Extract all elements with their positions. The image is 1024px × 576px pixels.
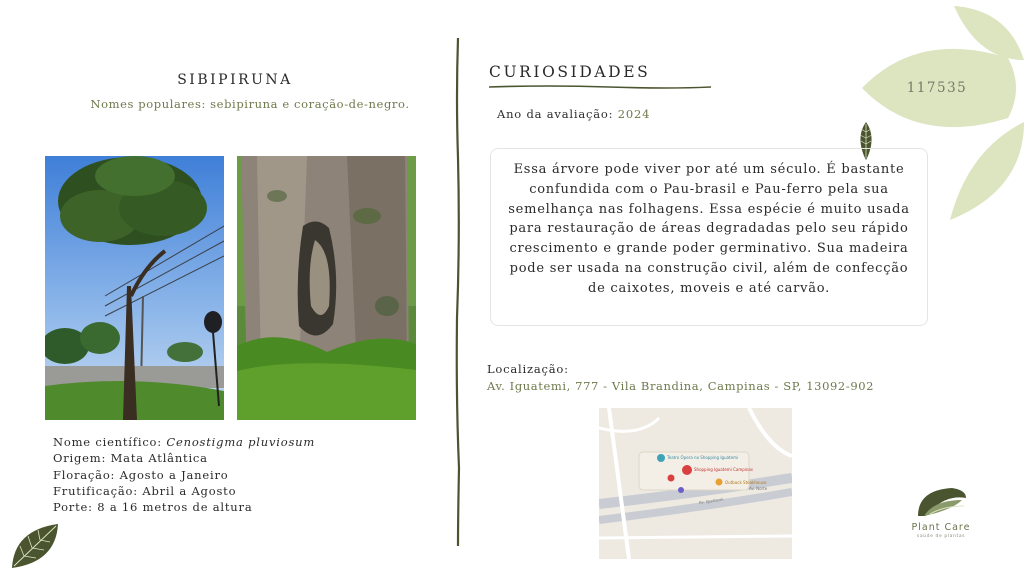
map-poi-2: Shopping Iguatemi Campinas [694,467,753,472]
map-pin-icon [682,465,692,475]
leaf-icon [10,522,62,570]
plant-title: SIBIPIRUNA [177,72,293,88]
scientific-name-row [53,434,315,450]
record-id: 117535 [906,80,968,96]
map-pin-icon [657,454,665,462]
curiosities-title: CURIOSIDADES [489,63,651,81]
plant-facts [53,434,315,515]
column-divider [453,38,463,546]
plant-care-logo [900,484,982,544]
size-row: Porte: 8 a 16 metros de altura [53,500,253,515]
scientific-name-label: Nome científico: [53,435,167,449]
plant-care-logo-icon [900,484,982,520]
origin-row: Origem: Mata Atlântica [53,451,208,466]
location-address[interactable]: Av. Iguatemi, 777 - Vila Brandina, Campinas - SP, 13092-902 [487,379,875,393]
title-underline [489,83,711,91]
map-pin-icon [678,487,684,493]
brand-tagline: saúde de plantas [916,534,966,539]
evaluation-year [497,107,650,121]
curiosities-description: Essa árvore pode viver por até um século. É bastante confundida com o Pau-brasil e Pau-ferro pela sua semelhança nas folhagens. Essa espécie é muito usada para restauração de áreas degradadas pelo seu rápido crescimento e grande poder germinativo. Sua madeira pode ser usada na construção civil, além de confecção de caixotes, moveis e até carvão. [490,148,928,326]
year-value: 2024 [617,107,651,121]
leaf-decoration-icon [858,0,1024,230]
map-poi-3: Outback Steakhouse [725,480,767,485]
location-map[interactable] [599,408,792,559]
popular-names: Nomes populares: sebipiruna e coração-de-negro. [90,97,410,111]
fruiting-row: Frutificação: Abril a Agosto [53,483,237,498]
map-poi-1: Teatro Ópera no Shopping Iguatemi [667,455,739,460]
year-label: Ano da avaliação: [497,107,614,121]
map-pin-icon [716,479,723,486]
map-street-2: Av. Norte [749,486,768,491]
flowering-row: Floração: Agosto a Janeiro [53,467,229,482]
map-street-1: Av. Iguatemi [698,496,724,505]
scientific-name-value: Cenostigma pluviosum [166,435,316,449]
tree-photo [45,156,224,420]
map-pin-icon [668,475,675,482]
location-label: Localização: [487,362,569,376]
trunk-photo [237,156,416,420]
brand-name: Plant Care [911,522,971,533]
